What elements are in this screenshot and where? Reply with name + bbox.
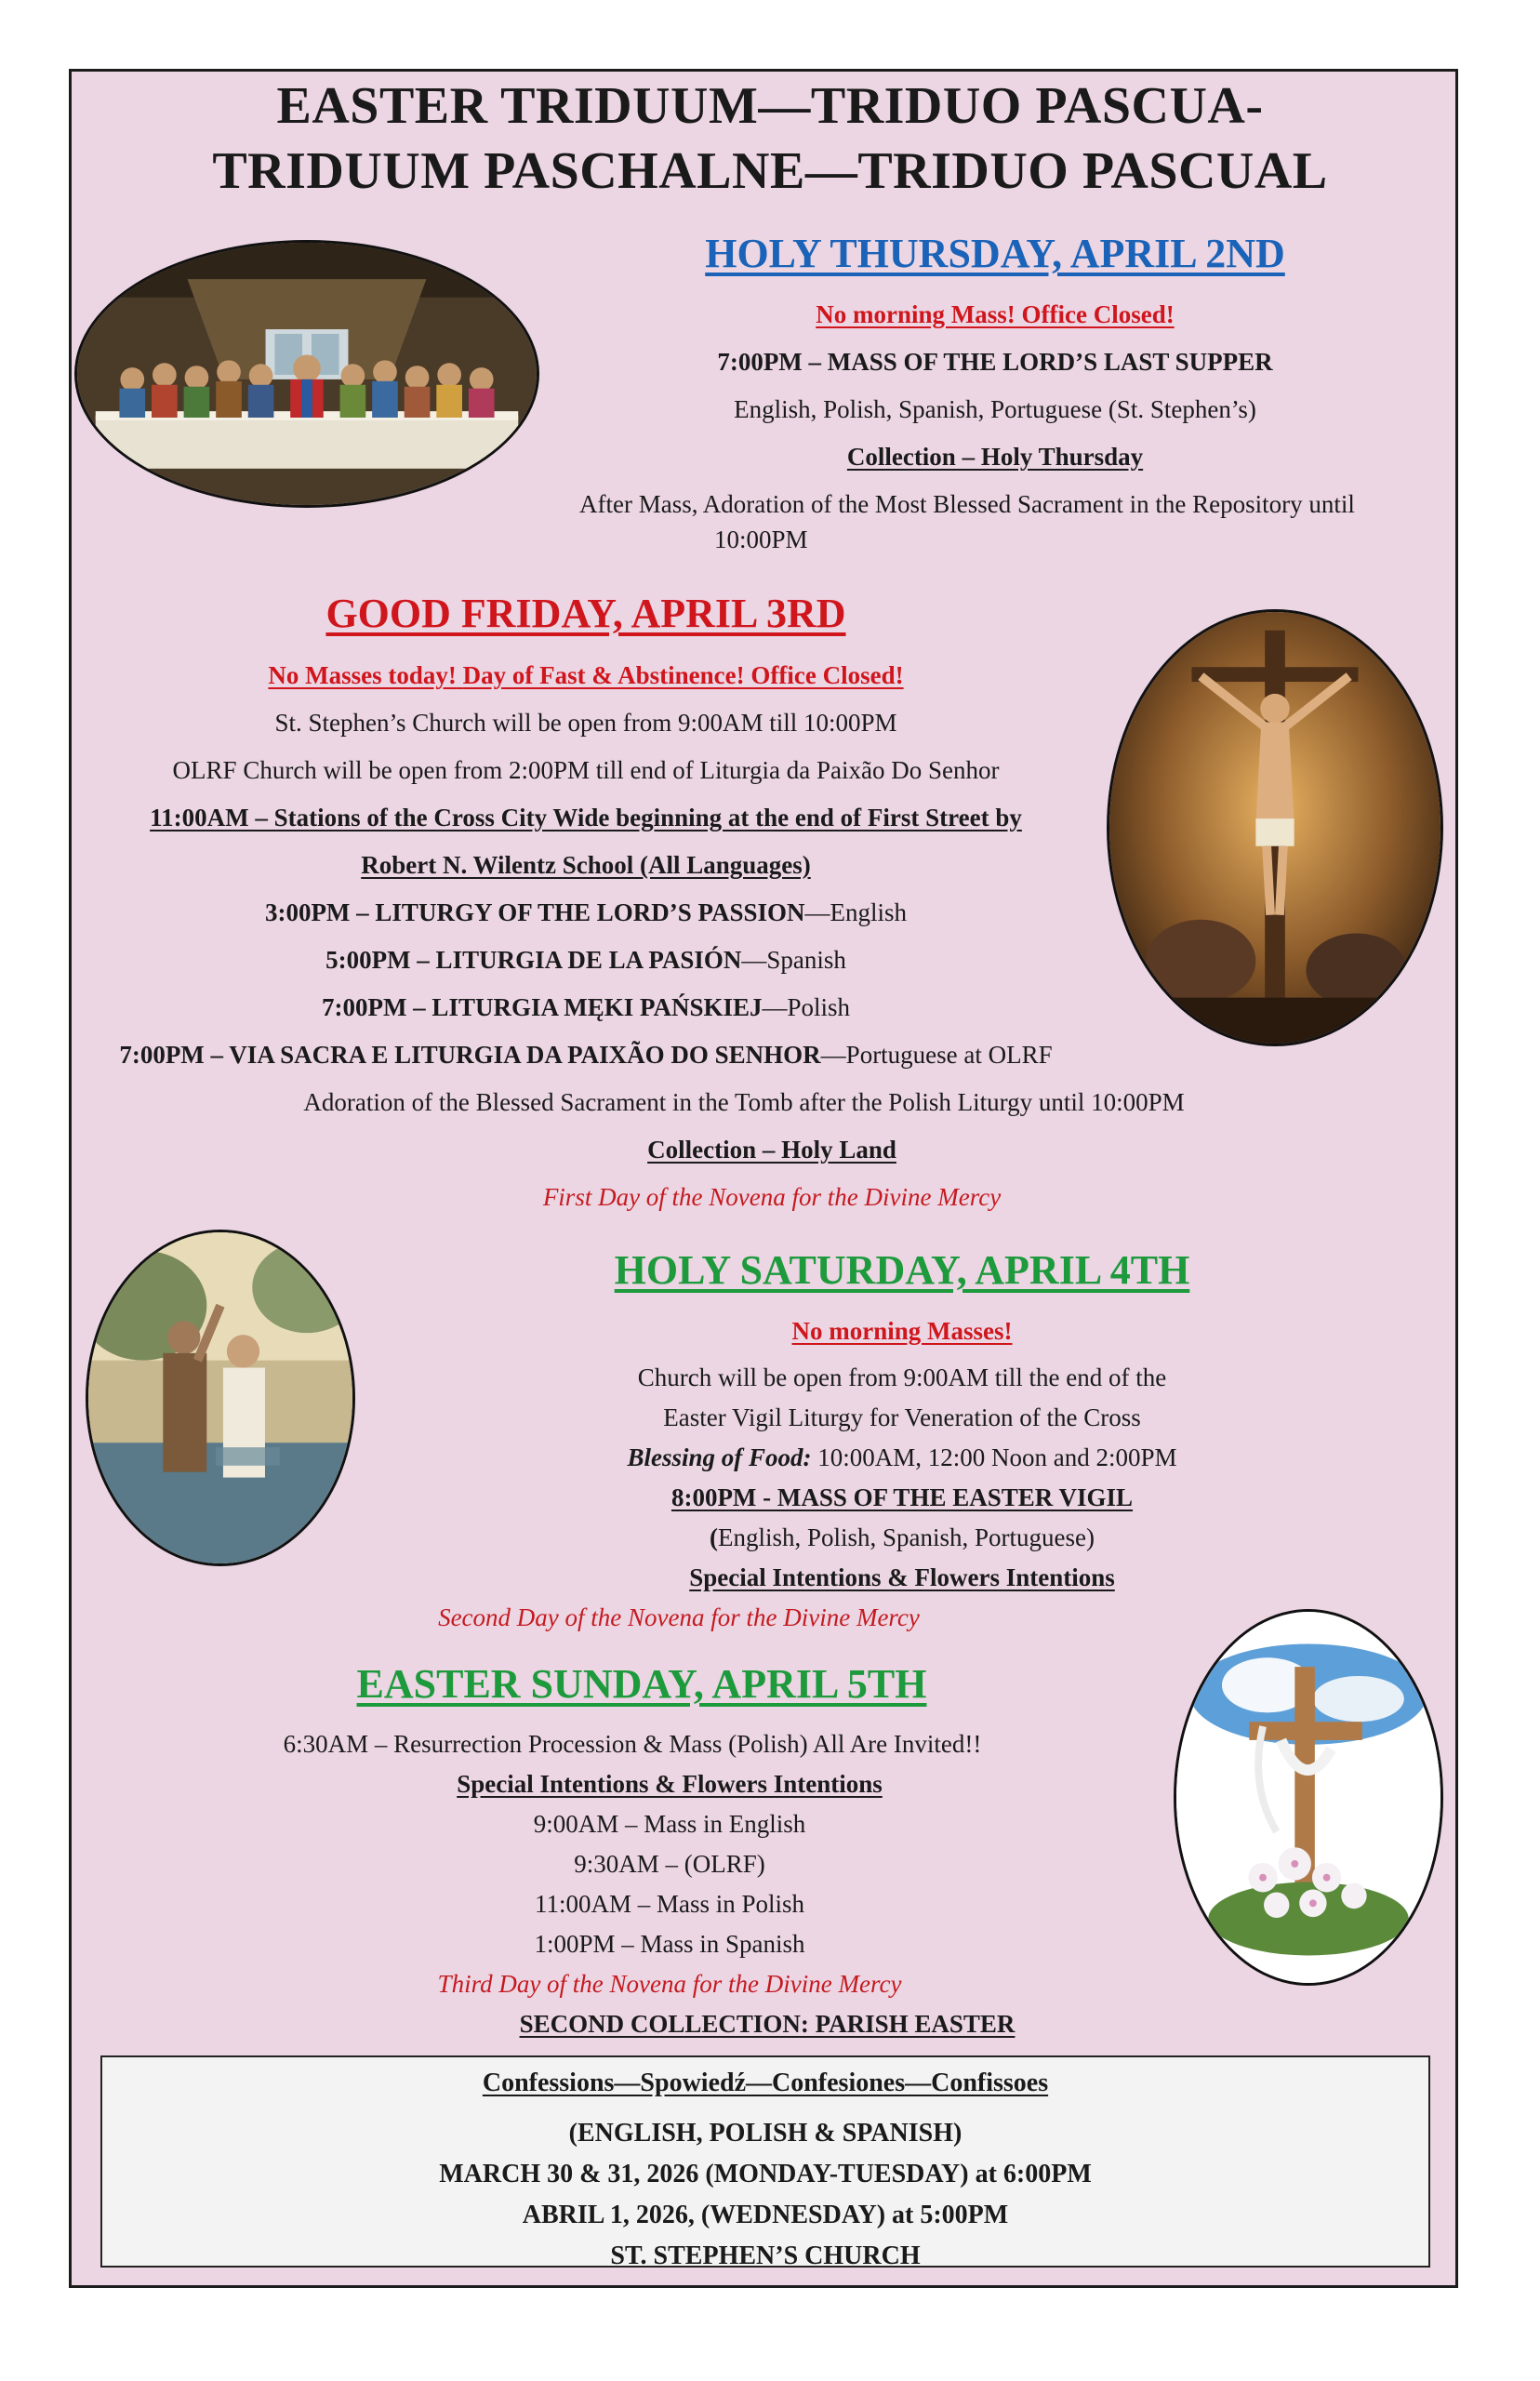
- last-supper-image: [74, 240, 539, 508]
- friday-novena: First Day of the Novena for the Divine Mercy: [542, 1183, 1002, 1211]
- thursday-adoration-line-1: After Mass, Adoration of the Most Blessed Sacrament in the Repository until: [579, 490, 1355, 518]
- saturday-heading: HOLY SATURDAY, APRIL 4TH: [614, 1247, 1190, 1293]
- friday-open-ststephens: St. Stephen’s Church will be open from 9:00AM till 10:00PM: [274, 709, 897, 737]
- thursday-adoration-line-2: 10:00PM: [714, 525, 808, 553]
- sunday-mass-spanish: 1:00PM – Mass in Spanish: [534, 1930, 805, 1958]
- saturday-novena: Second Day of the Novena for the Divine Mercy: [438, 1603, 920, 1631]
- saturday-vigil-languages: [521, 1523, 1283, 1552]
- liturgy-title: 5:00PM – LITURGIA DE LA PASIÓN: [325, 946, 742, 974]
- confessions-heading: Confessions—Spowiedź—Confesiones—Confissoes: [482, 2068, 1049, 2097]
- thursday-heading: HOLY THURSDAY, APRIL 2ND: [705, 231, 1285, 276]
- friday-stations-line-2: Robert N. Wilentz School (All Languages): [361, 851, 811, 879]
- sunday-intentions: Special Intentions & Flowers Intentions: [457, 1770, 883, 1798]
- title-line-2: TRIDUUM PASCHALNE—TRIDUO PASCUAL: [212, 142, 1328, 200]
- sunday-mass-polish: 11:00AM – Mass in Polish: [534, 1890, 805, 1918]
- saturday-blessing: [521, 1443, 1283, 1472]
- sunday-procession: 6:30AM – Resurrection Procession & Mass (Polish) All Are Invited!!: [283, 1730, 982, 1758]
- thursday-mass: 7:00PM – MASS OF THE LORD’S LAST SUPPER: [717, 348, 1273, 376]
- last-supper-icon: [77, 243, 537, 505]
- saturday-open-line-2: Easter Vigil Liturgy for Veneration of the Cross: [663, 1403, 1141, 1431]
- friday-collection: Collection – Holy Land: [647, 1136, 896, 1164]
- saturday-vigil: 8:00PM - MASS OF THE EASTER VIGIL: [670, 1483, 1134, 1511]
- sunday-mass-english: 9:00AM – Mass in English: [533, 1810, 806, 1838]
- title-line-1: EASTER TRIDUUM—TRIDUO PASCUA-: [276, 77, 1264, 135]
- thursday-notice: No morning Mass! Office Closed!: [816, 300, 1175, 328]
- saturday-open-line-1: Church will be open from 9:00AM till the end of the: [637, 1363, 1167, 1391]
- baptism-image: [86, 1230, 355, 1566]
- crucifixion-image: [1107, 609, 1443, 1046]
- sunday-novena: Third Day of the Novena for the Divine Mercy: [437, 1970, 902, 1998]
- saturday-intentions: Special Intentions & Flowers Intentions: [689, 1563, 1115, 1591]
- vigil-language-list: English, Polish, Spanish, Portuguese): [717, 1523, 1095, 1551]
- friday-stations-line-1: 11:00AM – Stations of the Cross City Wide beginning at the end of First Street by: [150, 804, 1022, 831]
- baptism-icon: [88, 1232, 352, 1563]
- liturgy-language: —Spanish: [741, 946, 846, 974]
- liturgy-title: 7:00PM – LITURGIA MĘKI PAŃSKIEJ: [321, 993, 763, 1021]
- friday-notice-fast: Day of Fast & Abstinence! Office Closed!: [462, 661, 904, 689]
- saturday-notice: No morning Masses!: [791, 1317, 1013, 1345]
- friday-notice-no-masses: No Masses today!: [268, 661, 457, 689]
- confessions-date-2: ABRIL 1, 2026, (WEDNESDAY) at 5:00PM: [522, 2201, 1009, 2229]
- cross-with-lilies-icon: [1176, 1612, 1440, 1983]
- friday-open-olrf: OLRF Church will be open from 2:00PM till end of Liturgia da Paixão Do Senhor: [172, 756, 1000, 784]
- friday-liturgy-polish: [93, 993, 1079, 1022]
- blessing-times: 10:00AM, 12:00 Noon and 2:00PM: [811, 1443, 1177, 1471]
- vigil-paren: (: [709, 1523, 718, 1551]
- friday-notice: [139, 661, 1032, 690]
- friday-liturgy-english: [93, 898, 1079, 927]
- liturgy-language: —English: [804, 898, 908, 926]
- liturgy-title: 3:00PM – LITURGY OF THE LORD’S PASSION: [264, 898, 805, 926]
- liturgy-language: —Portuguese at OLRF: [820, 1041, 1053, 1069]
- thursday-languages: English, Polish, Spanish, Portuguese (St. Stephen’s): [734, 395, 1256, 423]
- friday-adoration: Adoration of the Blessed Sacrament in the Tomb after the Polish Liturgy until 10:00PM: [303, 1088, 1185, 1116]
- confessions-languages: (ENGLISH, POLISH & SPANISH): [568, 2119, 962, 2148]
- friday-liturgy-spanish: [93, 946, 1079, 975]
- liturgy-language: —Polish: [762, 993, 851, 1021]
- confessions-date-1: MARCH 30 & 31, 2026 (MONDAY-TUESDAY) at 6:00PM: [439, 2160, 1092, 2188]
- liturgy-title: 7:00PM – VIA SACRA E LITURGIA DA PAIXÃO DO SENHOR: [119, 1041, 821, 1069]
- sunday-mass-olrf: 9:30AM – (OLRF): [574, 1850, 765, 1878]
- confessions-place: ST. STEPHEN’S CHURCH: [610, 2241, 921, 2270]
- sunday-heading: EASTER SUNDAY, APRIL 5TH: [356, 1661, 927, 1707]
- easter-cross-image: [1174, 1609, 1443, 1986]
- sunday-second-collection: SECOND COLLECTION: PARISH EASTER: [519, 2010, 1016, 2038]
- crucifixion-icon: [1109, 612, 1440, 1044]
- blessing-label: Blessing of Food:: [627, 1443, 812, 1471]
- friday-heading: GOOD FRIDAY, APRIL 3RD: [325, 591, 846, 636]
- friday-liturgy-portuguese: [74, 1041, 1097, 1070]
- thursday-collection: Collection – Holy Thursday: [846, 443, 1144, 471]
